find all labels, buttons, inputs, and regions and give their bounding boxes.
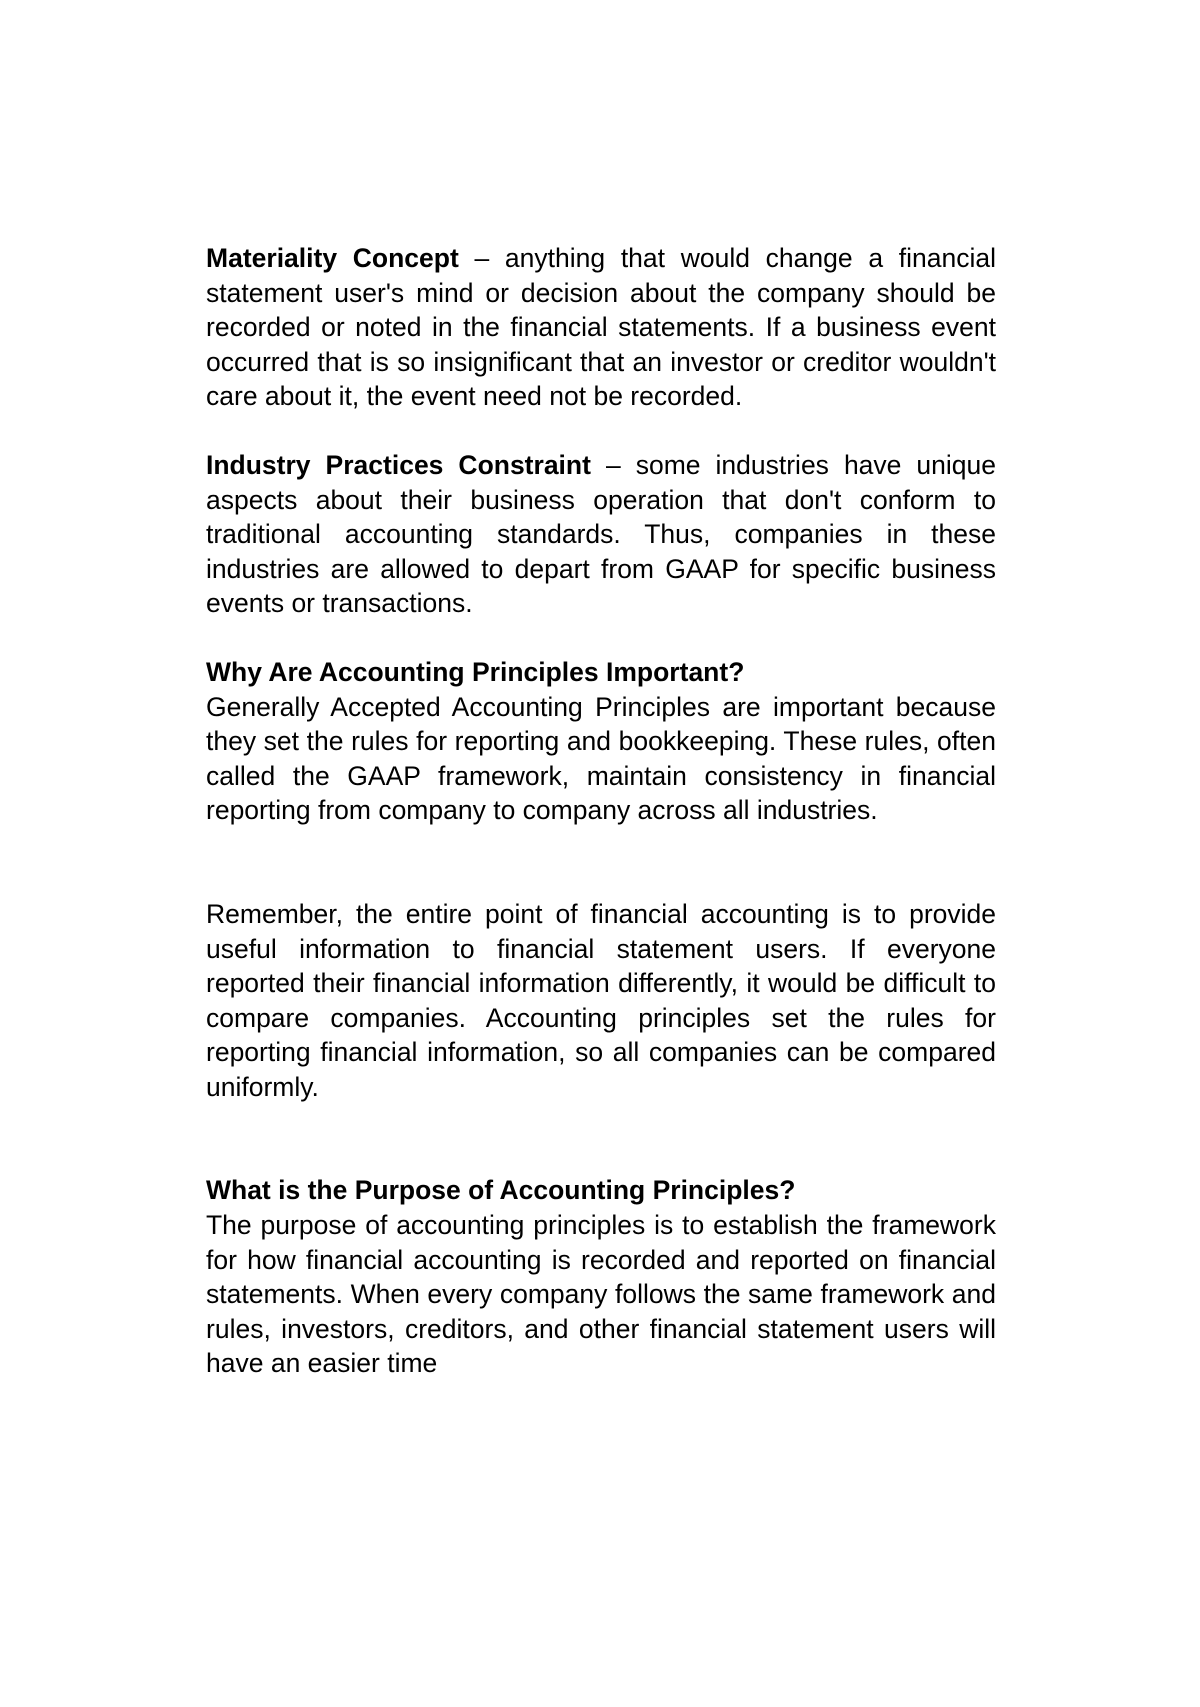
important-paragraph: Generally Accepted Accounting Principles are important because they set the rules for reporting and bookkeeping. These rules, often called the GAAP framework, maintain consistency in financial reporting from company to company across all industries. <box>206 691 996 826</box>
spacer <box>206 414 996 448</box>
important-heading: Why Are Accounting Principles Important? <box>206 656 745 687</box>
materiality-term: Materiality Concept <box>206 243 459 273</box>
document-body <box>206 241 996 1381</box>
industry-paragraph <box>206 448 996 621</box>
industry-term: Industry Practices Constraint <box>206 449 591 480</box>
materiality-text: – anything that would change a financial statement user's mind or decision about the company should be recorded or noted in the financial statements. If a business event occurred that is so insignificant that an investor or creditor wouldn't care about it, the event need not be recorded. <box>206 243 996 412</box>
materiality-paragraph <box>206 241 996 414</box>
spacer <box>206 1104 996 1173</box>
purpose-paragraph: The purpose of accounting principles is to establish the framework for how financial accounting is recorded and reported on financial statements. When every company follows the same framework and rules, investors, creditors, and other financial statement users will have an easier time <box>206 1210 996 1379</box>
industry-text: – some industries have unique aspects about their business operation that don't conform to traditional accounting standards. Thus, companies in these industries are allowed to depart from GAAP for specific business events or transactions. <box>206 449 996 619</box>
spacer <box>206 621 996 655</box>
spacer <box>206 828 996 897</box>
remember-paragraph: Remember, the entire point of financial accounting is to provide useful information to financial statement users. If everyone reported their financial information differently, it would be difficult to compare companies. Accounting principles set the rules for reporting financial information, so all companies can be compared uniformly. <box>206 898 996 1102</box>
purpose-heading: What is the Purpose of Accounting Principles? <box>206 1175 796 1206</box>
